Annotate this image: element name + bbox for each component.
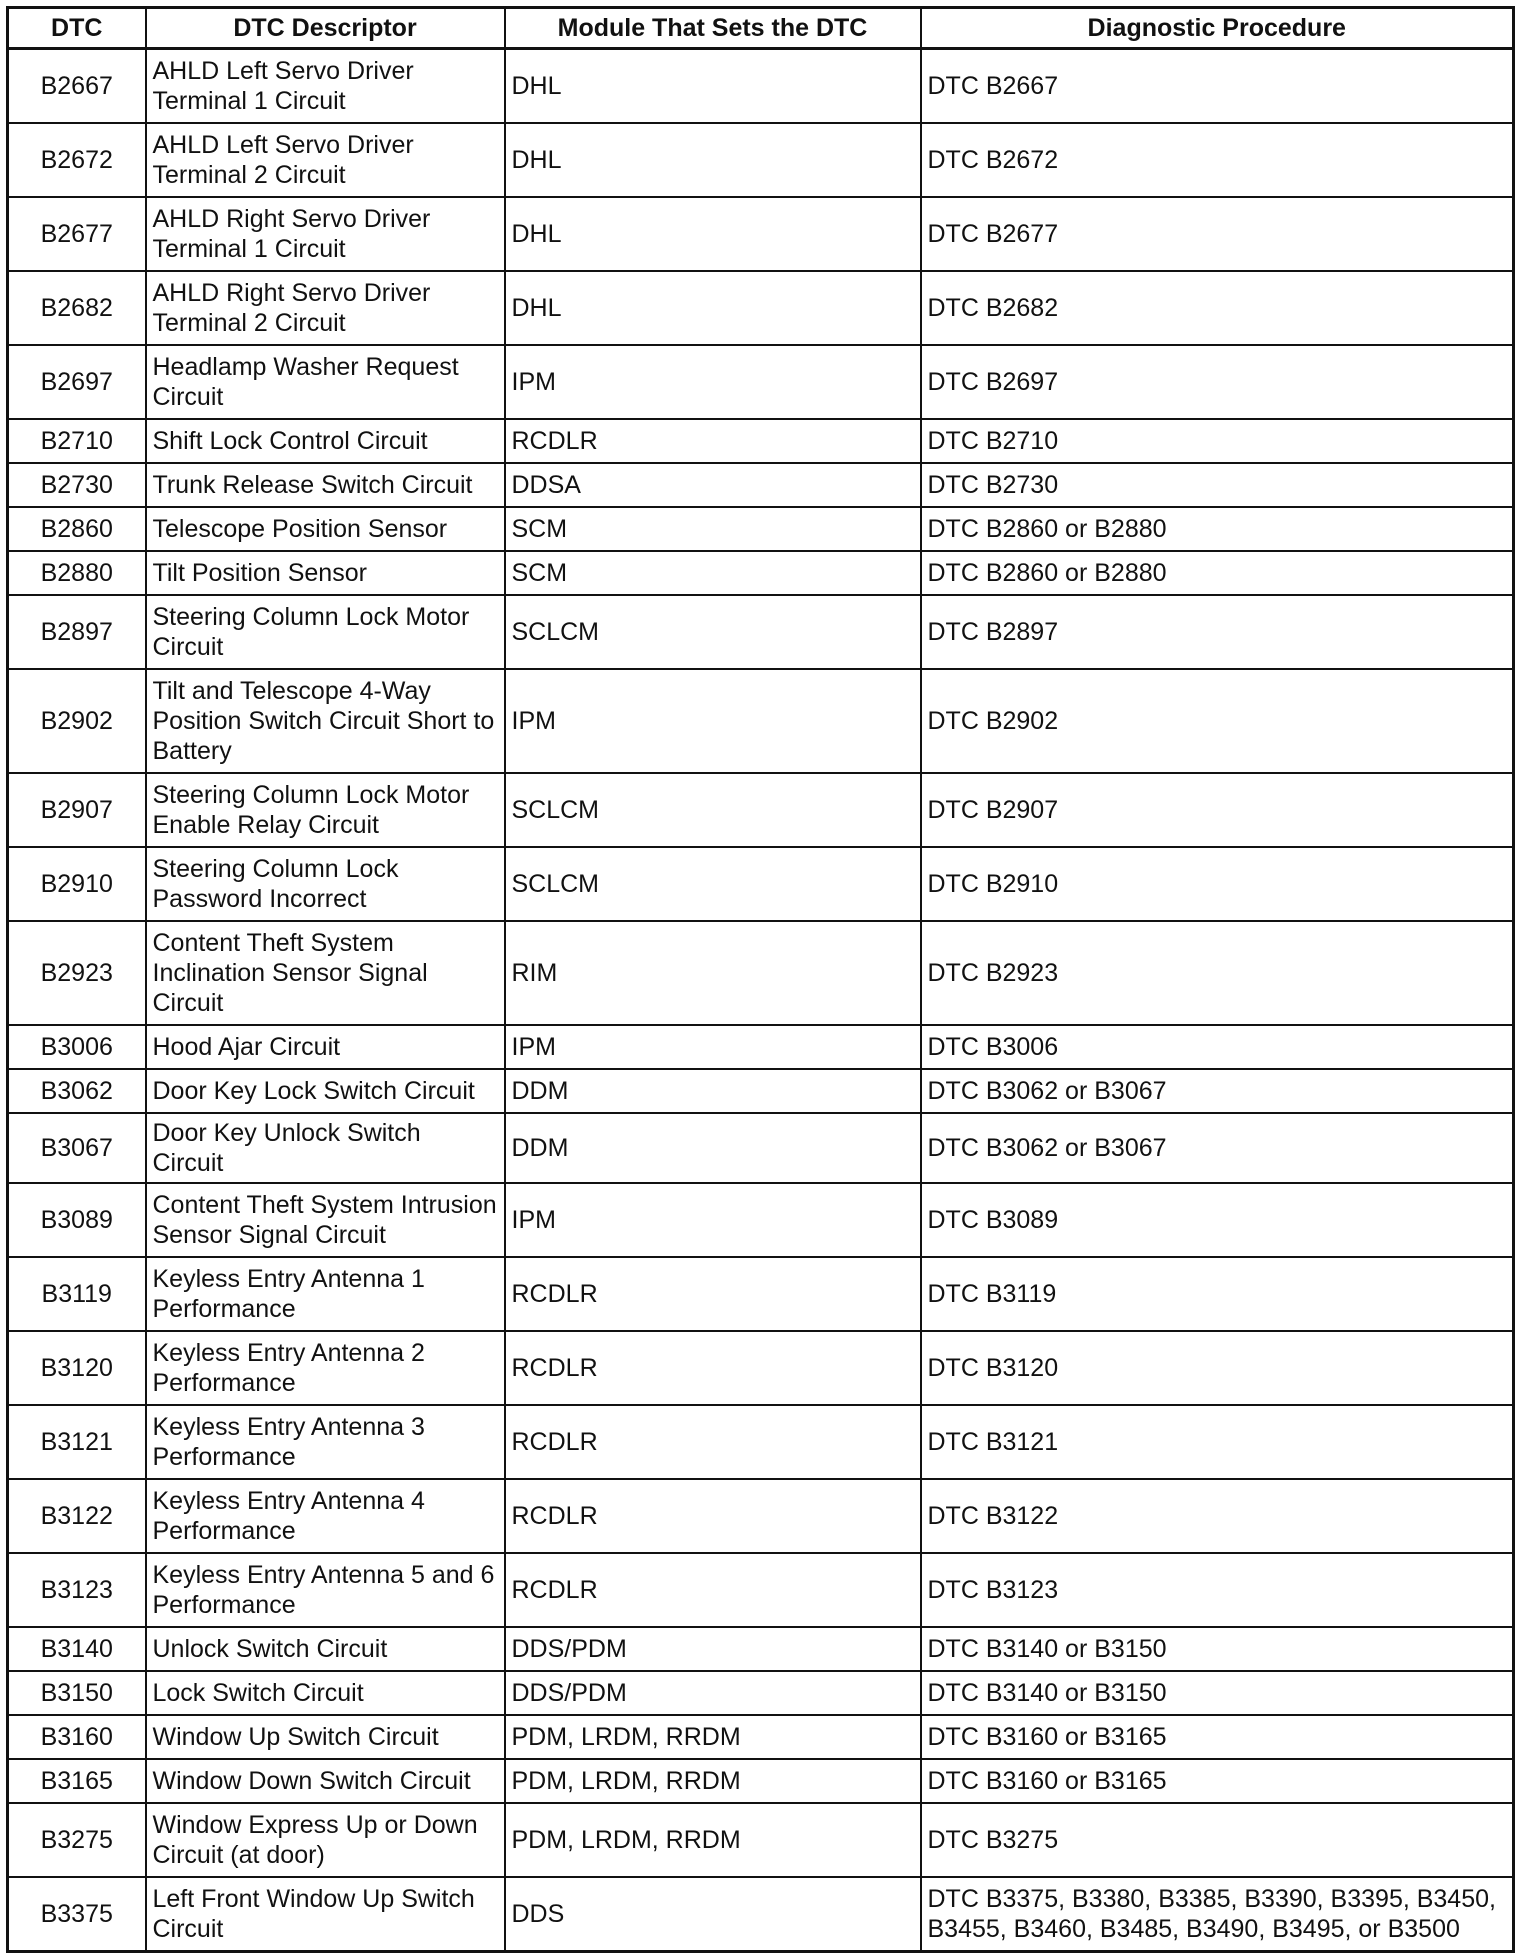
module-name: RCDLR	[505, 419, 921, 463]
diagnostic-procedure: DTC B2667	[921, 49, 1514, 124]
module-name: IPM	[505, 1025, 921, 1069]
dtc-descriptor: Window Express Up or Down Circuit (at door)	[146, 1803, 505, 1877]
table-row	[8, 921, 1514, 1025]
diagnostic-procedure: DTC B2682	[921, 271, 1514, 345]
table-row	[8, 197, 1514, 271]
diagnostic-procedure: DTC B3122	[921, 1479, 1514, 1553]
table-row	[8, 1877, 1514, 1952]
diagnostic-procedure: DTC B2907	[921, 773, 1514, 847]
module-name: DDM	[505, 1113, 921, 1183]
diagnostic-procedure: DTC B3123	[921, 1553, 1514, 1627]
module-name: SCM	[505, 507, 921, 551]
dtc-code: B3067	[8, 1113, 146, 1183]
diagnostic-procedure: DTC B3120	[921, 1331, 1514, 1405]
table-row	[8, 1183, 1514, 1257]
table-row	[8, 1627, 1514, 1671]
dtc-descriptor: Content Theft System Intrusion Sensor Signal Circuit	[146, 1183, 505, 1257]
table-row	[8, 1553, 1514, 1627]
dtc-descriptor: Left Front Window Up Switch Circuit	[146, 1877, 505, 1952]
dtc-code: B2677	[8, 197, 146, 271]
module-name: IPM	[505, 1183, 921, 1257]
dtc-code: B3006	[8, 1025, 146, 1069]
module-name: DHL	[505, 271, 921, 345]
diagnostic-procedure: DTC B2730	[921, 463, 1514, 507]
module-name: IPM	[505, 345, 921, 419]
header-diagnostic-procedure: Diagnostic Procedure	[921, 8, 1514, 49]
module-name: RCDLR	[505, 1553, 921, 1627]
dtc-descriptor: Window Up Switch Circuit	[146, 1715, 505, 1759]
dtc-descriptor: AHLD Right Servo Driver Terminal 2 Circuit	[146, 271, 505, 345]
dtc-code: B3150	[8, 1671, 146, 1715]
diagnostic-procedure: DTC B3140 or B3150	[921, 1627, 1514, 1671]
module-name: RIM	[505, 921, 921, 1025]
dtc-descriptor: Window Down Switch Circuit	[146, 1759, 505, 1803]
dtc-descriptor: Trunk Release Switch Circuit	[146, 463, 505, 507]
table-row	[8, 1671, 1514, 1715]
dtc-code: B2923	[8, 921, 146, 1025]
diagnostic-procedure: DTC B3140 or B3150	[921, 1671, 1514, 1715]
header-dtc: DTC	[8, 8, 146, 49]
diagnostic-procedure: DTC B3160 or B3165	[921, 1715, 1514, 1759]
module-name: DHL	[505, 197, 921, 271]
table-row	[8, 1331, 1514, 1405]
module-name: DDSA	[505, 463, 921, 507]
dtc-code: B2672	[8, 123, 146, 197]
table-row	[8, 1069, 1514, 1113]
table-row	[8, 773, 1514, 847]
dtc-descriptor: Tilt Position Sensor	[146, 551, 505, 595]
module-name: SCLCM	[505, 847, 921, 921]
module-name: RCDLR	[505, 1331, 921, 1405]
module-name: SCM	[505, 551, 921, 595]
diagnostic-procedure: DTC B3062 or B3067	[921, 1069, 1514, 1113]
diagnostic-procedure: DTC B2710	[921, 419, 1514, 463]
diagnostic-procedure: DTC B2923	[921, 921, 1514, 1025]
diagnostic-procedure: DTC B3275	[921, 1803, 1514, 1877]
diagnostic-procedure: DTC B2910	[921, 847, 1514, 921]
dtc-descriptor: Lock Switch Circuit	[146, 1671, 505, 1715]
dtc-table-container	[6, 6, 1512, 1953]
module-name: DDS/PDM	[505, 1671, 921, 1715]
dtc-descriptor: Door Key Lock Switch Circuit	[146, 1069, 505, 1113]
dtc-code: B2910	[8, 847, 146, 921]
module-name: SCLCM	[505, 595, 921, 669]
dtc-descriptor: Keyless Entry Antenna 4 Performance	[146, 1479, 505, 1553]
module-name: SCLCM	[505, 773, 921, 847]
dtc-descriptor: Keyless Entry Antenna 3 Performance	[146, 1405, 505, 1479]
module-name: DDS/PDM	[505, 1627, 921, 1671]
diagnostic-procedure: DTC B3375, B3380, B3385, B3390, B3395, B3450, B3455, B3460, B3485, B3490, B3495, or B3500	[921, 1877, 1514, 1952]
module-name: DHL	[505, 49, 921, 124]
table-row	[8, 1803, 1514, 1877]
dtc-descriptor: AHLD Left Servo Driver Terminal 2 Circuit	[146, 123, 505, 197]
module-name: RCDLR	[505, 1405, 921, 1479]
dtc-code: B3062	[8, 1069, 146, 1113]
dtc-descriptor: Headlamp Washer Request Circuit	[146, 345, 505, 419]
dtc-code: B2860	[8, 507, 146, 551]
dtc-code: B2697	[8, 345, 146, 419]
table-body	[8, 49, 1514, 1952]
dtc-code: B2897	[8, 595, 146, 669]
module-name: DDS	[505, 1877, 921, 1952]
diagnostic-procedure: DTC B3160 or B3165	[921, 1759, 1514, 1803]
dtc-code: B3123	[8, 1553, 146, 1627]
diagnostic-procedure: DTC B2860 or B2880	[921, 551, 1514, 595]
dtc-descriptor: Hood Ajar Circuit	[146, 1025, 505, 1069]
dtc-descriptor: Tilt and Telescope 4-Way Position Switch Circuit Short to Battery	[146, 669, 505, 773]
table-row	[8, 271, 1514, 345]
dtc-code: B2907	[8, 773, 146, 847]
dtc-code: B3089	[8, 1183, 146, 1257]
dtc-table	[6, 6, 1515, 1953]
table-row	[8, 551, 1514, 595]
diagnostic-procedure: DTC B2860 or B2880	[921, 507, 1514, 551]
header-dtc-descriptor: DTC Descriptor	[146, 8, 505, 49]
module-name: DHL	[505, 123, 921, 197]
table-row	[8, 1405, 1514, 1479]
dtc-descriptor: Keyless Entry Antenna 1 Performance	[146, 1257, 505, 1331]
table-row	[8, 1479, 1514, 1553]
dtc-code: B2710	[8, 419, 146, 463]
table-row	[8, 1759, 1514, 1803]
diagnostic-procedure: DTC B3089	[921, 1183, 1514, 1257]
dtc-descriptor: Keyless Entry Antenna 5 and 6 Performance	[146, 1553, 505, 1627]
module-name: DDM	[505, 1069, 921, 1113]
dtc-descriptor: Door Key Unlock Switch Circuit	[146, 1113, 505, 1183]
diagnostic-procedure: DTC B2677	[921, 197, 1514, 271]
table-row	[8, 419, 1514, 463]
dtc-descriptor: Steering Column Lock Motor Circuit	[146, 595, 505, 669]
dtc-descriptor: Shift Lock Control Circuit	[146, 419, 505, 463]
header-module: Module That Sets the DTC	[505, 8, 921, 49]
table-header-row	[8, 8, 1514, 49]
dtc-descriptor: Keyless Entry Antenna 2 Performance	[146, 1331, 505, 1405]
table-row	[8, 463, 1514, 507]
module-name: PDM, LRDM, RRDM	[505, 1715, 921, 1759]
table-row	[8, 595, 1514, 669]
table-row	[8, 847, 1514, 921]
dtc-code: B3275	[8, 1803, 146, 1877]
table-row	[8, 1025, 1514, 1069]
table-row	[8, 507, 1514, 551]
diagnostic-procedure: DTC B2672	[921, 123, 1514, 197]
dtc-code: B3140	[8, 1627, 146, 1671]
dtc-code: B2730	[8, 463, 146, 507]
dtc-code: B2667	[8, 49, 146, 124]
dtc-descriptor: Steering Column Lock Password Incorrect	[146, 847, 505, 921]
dtc-code: B2682	[8, 271, 146, 345]
dtc-code: B2902	[8, 669, 146, 773]
table-row	[8, 345, 1514, 419]
table-row	[8, 1113, 1514, 1183]
table-row	[8, 669, 1514, 773]
diagnostic-procedure: DTC B2697	[921, 345, 1514, 419]
dtc-descriptor: Steering Column Lock Motor Enable Relay Circuit	[146, 773, 505, 847]
dtc-descriptor: AHLD Left Servo Driver Terminal 1 Circuit	[146, 49, 505, 124]
dtc-descriptor: Telescope Position Sensor	[146, 507, 505, 551]
dtc-descriptor: Content Theft System Inclination Sensor Signal Circuit	[146, 921, 505, 1025]
module-name: PDM, LRDM, RRDM	[505, 1803, 921, 1877]
diagnostic-procedure: DTC B3119	[921, 1257, 1514, 1331]
dtc-code: B3375	[8, 1877, 146, 1952]
dtc-code: B3160	[8, 1715, 146, 1759]
table-row	[8, 123, 1514, 197]
dtc-code: B3120	[8, 1331, 146, 1405]
table-row	[8, 1715, 1514, 1759]
module-name: RCDLR	[505, 1257, 921, 1331]
diagnostic-procedure: DTC B2897	[921, 595, 1514, 669]
dtc-descriptor: Unlock Switch Circuit	[146, 1627, 505, 1671]
module-name: RCDLR	[505, 1479, 921, 1553]
dtc-code: B3165	[8, 1759, 146, 1803]
module-name: PDM, LRDM, RRDM	[505, 1759, 921, 1803]
dtc-code: B3122	[8, 1479, 146, 1553]
table-row	[8, 49, 1514, 124]
module-name: IPM	[505, 669, 921, 773]
dtc-code: B3119	[8, 1257, 146, 1331]
diagnostic-procedure: DTC B3062 or B3067	[921, 1113, 1514, 1183]
diagnostic-procedure: DTC B3121	[921, 1405, 1514, 1479]
dtc-code: B2880	[8, 551, 146, 595]
table-row	[8, 1257, 1514, 1331]
diagnostic-procedure: DTC B3006	[921, 1025, 1514, 1069]
dtc-descriptor: AHLD Right Servo Driver Terminal 1 Circuit	[146, 197, 505, 271]
dtc-code: B3121	[8, 1405, 146, 1479]
diagnostic-procedure: DTC B2902	[921, 669, 1514, 773]
